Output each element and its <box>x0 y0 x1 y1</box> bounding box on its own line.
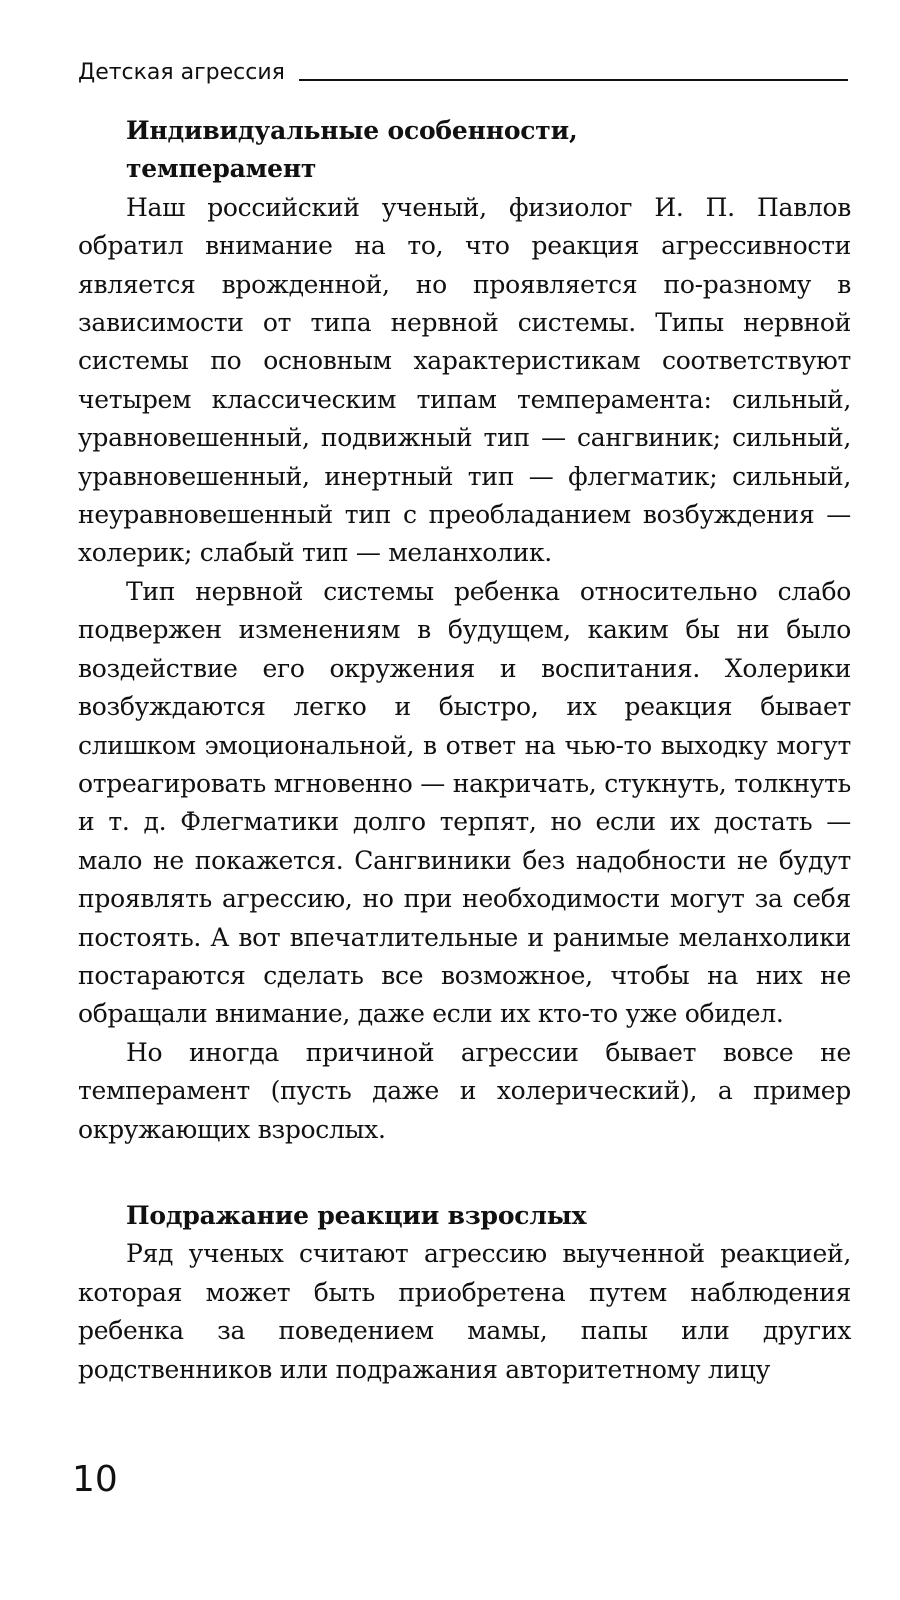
section-heading-line: Индивидуальные особенности, <box>126 116 578 145</box>
running-head-title: Детская агрессия <box>78 60 285 85</box>
section-heading-imitation <box>78 1197 851 1235</box>
section-heading-temperament <box>78 112 851 189</box>
paragraph-pavlov: Наш российский ученый, физиолог И. П. Павлов обратил внимание на то, что реакция агрессивности является врожденной, но проявляется по-разному в зависимости от типа нервной системы. Типы нервной системы по основным характеристикам соответствуют четырем классическим типам темперамента: сильный, уравновешенный, подвижный тип — сангвиник; сильный, уравновешенный, инертный тип — флегматик; сильный, неуравновешенный тип с преобладанием возбуждения — холерик; слабый тип — меланхолик. <box>78 192 851 568</box>
section-heading-line: Подражание реакции взрослых <box>126 1200 587 1230</box>
paragraph-adults-example: Но иногда причиной агрессии бывает вовсе не темперамент (пусть даже и холерический), а пример окружающих взрослых. <box>78 1037 851 1144</box>
page-number: 10 <box>72 1459 118 1500</box>
paragraph-learned-reaction: Ряд ученых считают агрессию выученной реакцией, которая может быть приобретена путем наблюдения ребенка за поведением мамы, папы или других родственников или подражания авторитетному лицу <box>78 1239 851 1384</box>
paragraph-nervous-system: Тип нервной системы ребенка относительно слабо подвержен изменениям в будущем, каким бы ни было воздействие его окружения и воспитания. Холерики возбуждаются легко и быстро, их реакция бывает слишком эмоциональной, в ответ на чью-то выходку могут отреагировать мгновенно — накричать, стукнуть, толкнуть и т. д. Флегматики долго терпят, но если их достать — мало не покажется. Сангвиники без надобности не будут проявлять агрессию, но при необходимости могут за себя постоять. А вот впечатлительные и ранимые меланхолики постараются сделать все возможное, чтобы на них не обращали внимание, даже если их кто-то уже обидел. <box>78 576 851 1029</box>
section-heading-line: темперамент <box>126 154 317 184</box>
section-gap <box>78 1149 851 1197</box>
running-head-rule <box>299 79 848 81</box>
running-head <box>78 52 848 86</box>
page-body <box>78 112 851 1389</box>
